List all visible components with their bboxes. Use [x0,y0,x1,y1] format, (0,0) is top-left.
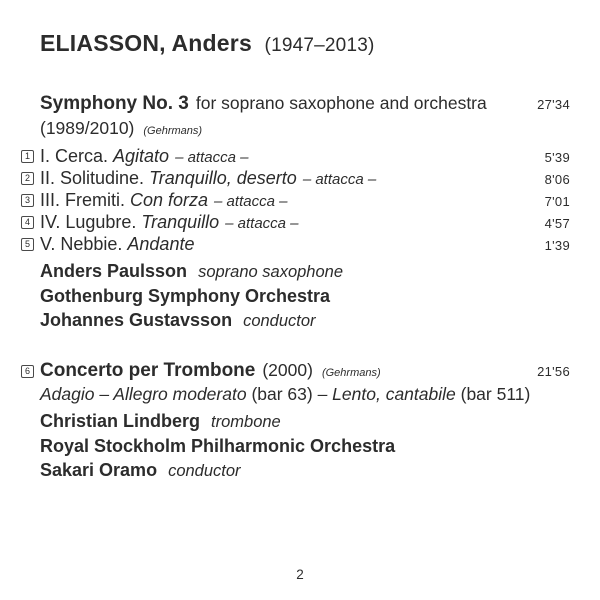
publisher-label: (Gehrmans) [143,125,203,137]
track-row-4 [24,212,570,234]
performer-conductor [40,308,570,333]
performer-role: conductor [243,312,316,330]
movement-segment: – Lento, cantabile [317,384,456,404]
performer-soloist [40,409,570,434]
movement-segment: Adagio – Allegro moderato [40,384,247,404]
movement-name: IV. Lugubre. [40,212,137,232]
movement-name: V. Nebbie. [40,234,123,254]
work-duration: 27'34 [537,97,570,112]
track-row-5 [24,234,570,256]
performer-orchestra [40,284,570,308]
attacca-label: – attacca – [225,215,299,232]
movement-name: I. Cerca. [40,146,109,166]
track-duration: 8'06 [544,172,570,187]
movement-segment: (bar 63) [246,384,318,404]
performer-name: Johannes Gustavsson [40,310,233,330]
performer-name: Anders Paulsson [40,261,188,281]
performer-name: Christian Lindberg [40,411,201,431]
track-row-2 [24,168,570,190]
composer-name: ELIASSON, Anders [40,30,252,56]
work-year: (1989/2010) [40,118,135,138]
track-duration: 7'01 [544,194,570,209]
attacca-label: – attacca – [214,193,288,210]
work-subtitle: for soprano saxophone and orchestra [195,93,487,113]
movement-tempo: Con forza [130,190,209,210]
movement-tempo: Tranquillo [141,212,220,232]
performer-role: conductor [168,462,241,480]
movement-tempo: Andante [127,234,195,254]
performer-orchestra [40,434,570,458]
work-concerto-trombone [24,360,570,483]
work-title-row [40,93,570,115]
work-duration: 21'56 [537,364,570,379]
performer-role: soprano saxophone [198,263,344,281]
work-title-row [24,360,570,382]
track-number-box: 5 [21,238,34,251]
track-number-box: 2 [21,172,34,185]
performer-role: trombone [211,413,281,431]
movement-name: III. Fremiti. [40,190,125,210]
work-year: (2000) [262,360,313,380]
movement-name: II. Solitudine. [40,168,145,188]
attacca-label: – attacca – [175,149,249,166]
track-number-box: 6 [21,365,34,378]
performer-name: Sakari Oramo [40,460,158,480]
performers-symphony [40,259,570,333]
performers-concerto [40,409,570,483]
work-title: Symphony No. 3 [40,93,189,114]
track-row-3 [24,190,570,212]
work-title: Concerto per Trombone [40,360,256,381]
performer-name: Gothenburg Symphony Orchestra [40,286,331,306]
track-duration: 1'39 [544,238,570,253]
performer-name: Royal Stockholm Philharmonic Orchestra [40,436,396,456]
performer-conductor [40,458,570,483]
track-duration: 4'57 [544,216,570,231]
movement-tempo: Tranquillo, deserto [149,168,297,188]
track-duration: 5'39 [544,150,570,165]
work-symphony-no3 [24,93,570,333]
track-number-box: 1 [21,150,34,163]
performer-soloist [40,259,570,284]
movement-segment: (bar 511) [455,384,531,404]
composer-header [40,30,570,57]
composer-dates: (1947–2013) [264,35,375,56]
track-row-1 [24,146,570,168]
movement-line [40,384,570,405]
track-number-box: 4 [21,216,34,229]
track-number-box: 3 [21,194,34,207]
attacca-label: – attacca – [302,171,377,188]
movement-tempo: Agitato [113,146,170,166]
publisher-label: (Gehrmans) [321,367,381,379]
work-year-row [40,118,570,139]
page-number: 2 [296,567,304,582]
